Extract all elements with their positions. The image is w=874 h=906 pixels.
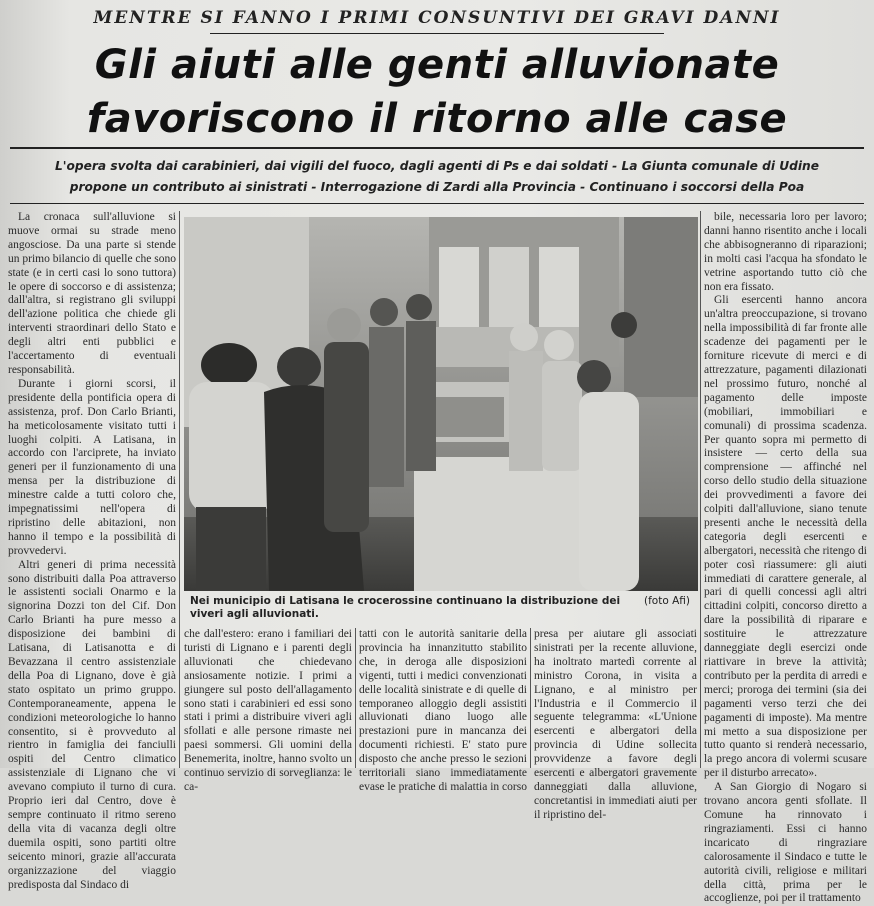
deck-line-1: L'opera svolta dai carabinieri, dai vigili del fuoco, dagli agenti di Ps e dai soldati - La Giunta comunale di Udine <box>55 159 819 173</box>
paragraph: Durante i giorni scorsi, il presidente della pontificia opera di assistenza, prof. Don Carlo Brianti, ha meticolosamente visitato tutti i luoghi colpiti. A Latisana, in accordo con l'arciprete, ha inviato generi per il funzionamento di una mensa per la distribuzione di minestre calde a tutti coloro che, impegnatissimi nell'opera di ripristino delle abitazioni, non hanno il tempo e la possibilità di provvedervi. <box>8 377 176 557</box>
paragraph: A San Giorgio di Nogaro si trovano ancora genti sfollate. Il Comune ha rinnovato i ringraziamenti. Essi ci hanno incaricato di ringraziare calorosamente il Sindaco e tutte le autorità civili, religiose e militari della città, prima per le accoglienze, poi per il trattamento <box>704 781 867 905</box>
paragraph: tatti con le autorità sanitarie della provincia ha innanzitutto stabilito che, in deroga alle disposizioni vigenti, tutti i medici convenzionati delle località sinistrate e di quelle di temporaneo alloggio degli assistiti alluvionati diano luogo alle prestazioni pure in mancanza dei documenti richiesti. E' stato pure disposto che anche presso le sezioni territoriali siano immediatamente evase le pratiche di malattia in corso <box>359 628 527 793</box>
text-column-bottom-2 <box>359 628 527 793</box>
paragraph: che dall'estero: erano i familiari dei turisti di Lignano e i parenti degli alluvionati che chiedevano ansiosamente notizie. I primi a giungere sul posto dell'allagamento sono stati i carabinieri ed essi sono stati i primi a distribuire viveri agli sfollati e alle persone rimaste nei paesi sommersi. Gli uomini della Benemerita, inoltre, hanno svolto un continuo servizio di sorveglianza: le ca- <box>184 628 352 793</box>
headline-rule <box>10 147 864 149</box>
text-column-right <box>704 211 867 905</box>
headline-line-2: favoriscono il ritorno alle case <box>86 96 788 142</box>
kicker-underline <box>210 33 664 34</box>
news-photo <box>184 217 698 591</box>
column-divider <box>355 628 356 768</box>
photo-credit: (foto Afi) <box>644 595 690 607</box>
headline-line-1: Gli aiuti alle genti alluvionate <box>94 42 780 88</box>
column-divider <box>179 211 180 768</box>
paragraph: La cronaca sull'alluvione si muove ormai su strade meno angosciose. Da una parte si stende un primo bilancio di quelle che sono state (e in certi casi lo sono tuttora) le opere di soccorso e di assistenza; dall'altra, si registrano gli sviluppi dell'azione politica che chiede gli interventi straordinari dello Stato e degli altri enti pubblici e l'accertamento di eventuali responsabilità. <box>8 211 176 376</box>
column-divider <box>530 628 531 768</box>
photo-caption: Nei municipio di Latisana le crocerossine continuano la distribuzione dei viveri agli alluvionati. <box>190 595 621 620</box>
paragraph: presa per aiutare gli associati sinistrati per la recente alluvione, ha inoltrato martedì corrente al ministro Corona, in visita a Lignano, e al ministro per l'Industria e il Commercio il seguente telegramma: «L'Unione esercenti e albergatori della provincia di Udine sollecita provvidenze a favore degli esercenti e albergatori gravemente danneggiati dalla alluvione, concretantisi in immediati aiuti per il ripristino del- <box>534 628 697 821</box>
photo-caption-block <box>190 595 690 621</box>
deck-line-2: propone un contributo ai sinistrati - Interrogazione di Zardi alla Provincia - Continuano i soccorsi della Poa <box>69 180 805 194</box>
text-column-left <box>8 211 176 891</box>
article-kicker: MENTRE SI FANNO I PRIMI CONSUNTIVI DEI GRAVI DANNI <box>93 8 781 28</box>
photo-illustration <box>184 217 698 591</box>
column-divider <box>700 211 701 768</box>
paragraph: bile, necessaria loro per lavoro; danni hanno risentito anche i locali che abbisogneranno di riparazioni; in molti casi l'acqua ha sfondato le vetrine asportando tutto ciò che non era fissato. <box>704 211 867 293</box>
paragraph: Altri generi di prima necessità sono distribuiti dalla Poa attraverso le assistenti sociali Onarmo e la signorina Dozzi ton del Cif. Don Carlo Brianti ha pure messo a disposizione dei bambini di Latisana, di Latisanotta e di Bevazzana il centro assistenziale della Poa di Lignano, dove è già stato ospitato un primo gruppo. Contemporaneamente, appena le condizioni meteorologiche lo hanno consentito, si è provveduto al rientro in famiglia dei fanciulli ospiti del Centro climatico assistenziale di Lignano che vi avevano compiuto il turno di cura. Proprio ieri dal Centro, dove è sempre continuato il ritmo sereno della vita di vacanza degli oltre duemila ospiti, sono partiti oltre seicento minori, grazie all'accurata organizzazione del viaggio predisposta dal Sindaco di <box>8 558 176 891</box>
paragraph: Gli esercenti hanno ancora un'altra preoccupazione, si trovano nella impossibilità di far fronte alle scadenze dei pagamenti per le forniture ricevute di merci e di attrezzature, pagamenti dilazionati nel prossimo futuro, nonché al pagamento delle imposte (mobiliari, immobiliari e comunali) di prossima scadenza. Per quanto sopra mi permetto di insistere — certo della sua comprensione — affinché nel corso dello studio della situazione dei provvedimenti a favore dei colpiti dall'alluvione, siano tenute presenti anche le necessità della categoria degli esercenti e albergatori, necessità che ritengo di poter così riassumere: gli aiuti immediati di carattere generale, al pari di quelli concessi agli altri cittadini colpiti, concorso diretto a dare la possibilità di riparare e sostituire le attrezzature danneggiate degli esercizi onde riattivare in breve la attività; contributo per la perdita di arredi e merci; proroga dei termini (sia dei pagamenti verso terzi che dei pagamenti di imposte). Ma mentre mi metto a sua disposizione per tutto quanto si renderà necessario, la prego ancora di volermi scusare per il disturbo arrecato». <box>704 294 867 780</box>
deck-rule <box>10 203 864 204</box>
text-column-bottom-1 <box>184 628 352 793</box>
text-column-bottom-3 <box>534 628 697 821</box>
